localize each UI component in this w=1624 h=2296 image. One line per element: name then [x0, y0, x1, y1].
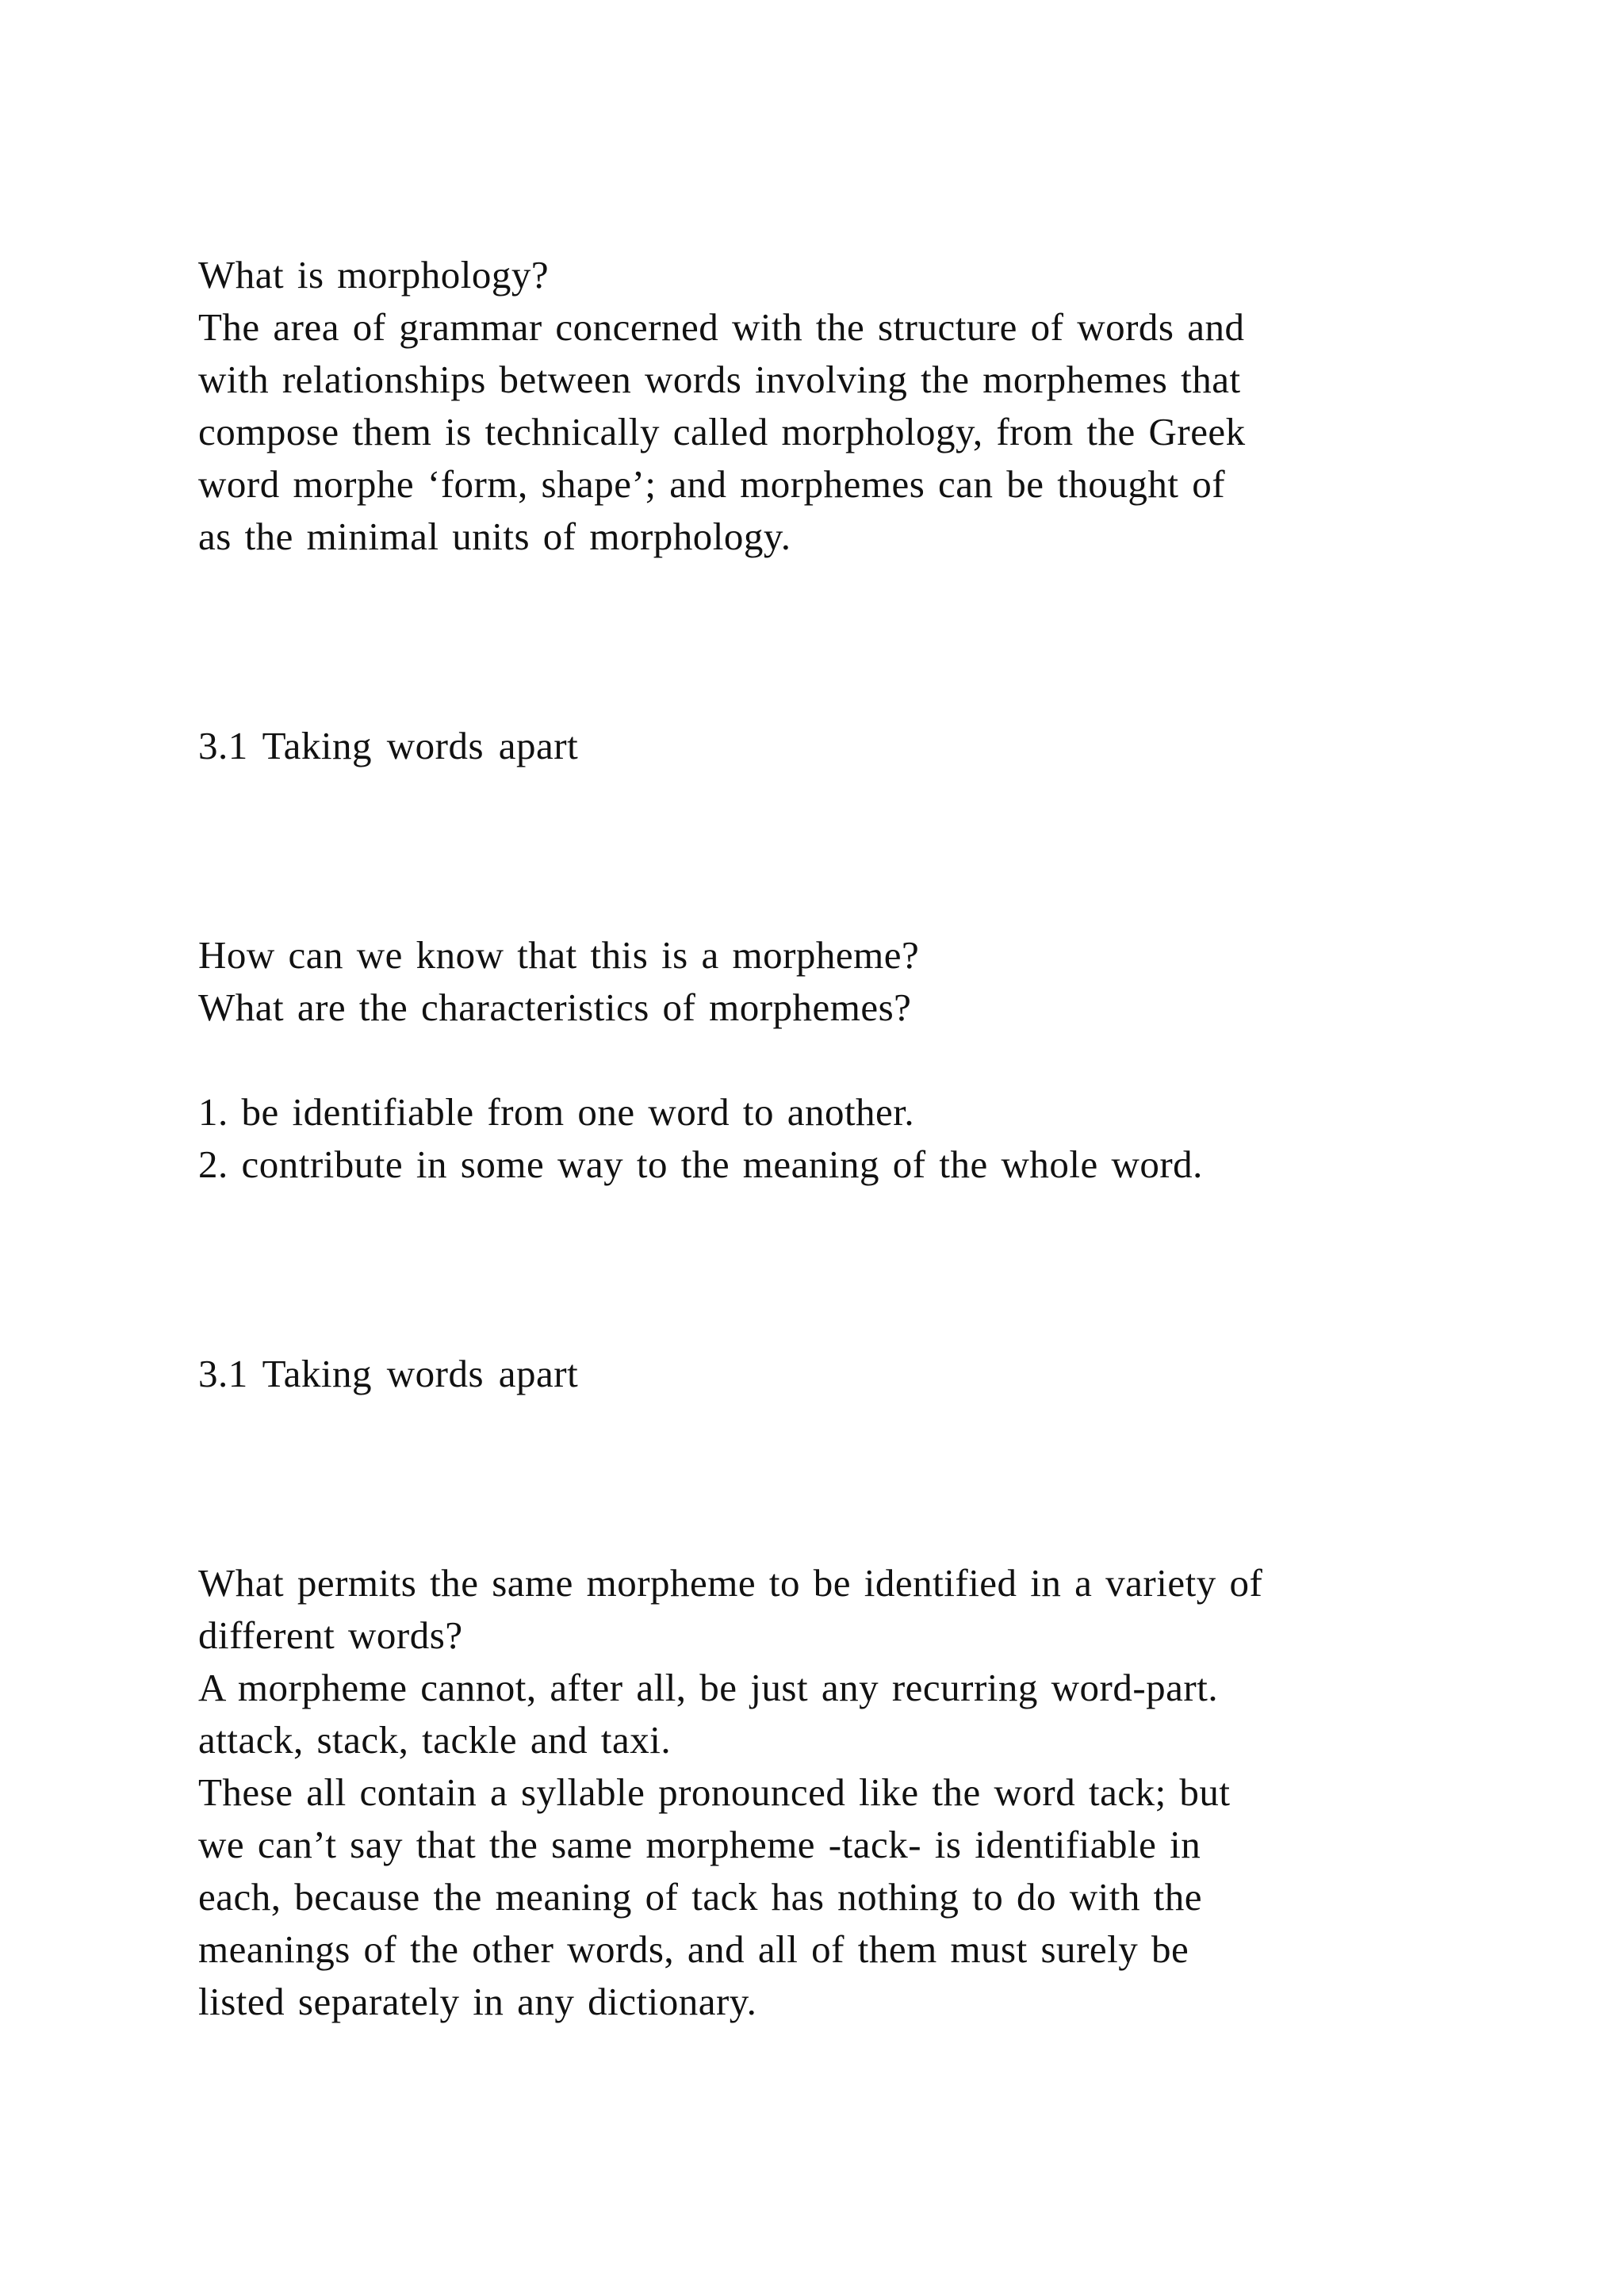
definition-line: as the minimal units of morphology.	[198, 515, 791, 558]
definition-line: The area of grammar concerned with the structure of words and	[198, 305, 1245, 349]
morpheme-question: How can we know that this is a morpheme?	[198, 933, 920, 977]
paragraph-line: we can’t say that the same morpheme -tack- is identifiable in	[198, 1823, 1201, 1866]
definition-line: word morphe ‘form, shape’; and morphemes can be thought of	[198, 462, 1226, 506]
criteria-item: 2. contribute in some way to the meaning of the whole word.	[198, 1142, 1203, 1186]
section-heading: 3.1 Taking words apart	[198, 1352, 579, 1395]
definition-line: compose them is technically called morphology, from the Greek	[198, 410, 1246, 453]
paragraph-line: What permits the same morpheme to be identified in a variety of	[198, 1561, 1263, 1605]
criteria-item: 1. be identifiable from one word to another.	[198, 1090, 915, 1134]
paragraph-line: attack, stack, tackle and taxi.	[198, 1718, 672, 1762]
paragraph-line: A morpheme cannot, after all, be just any recurring word-part.	[198, 1666, 1219, 1709]
definition-line: with relationships between words involving the morphemes that	[198, 358, 1241, 401]
morpheme-question: What are the characteristics of morphemes?	[198, 985, 912, 1029]
morphology-question: What is morphology?	[198, 253, 550, 297]
paragraph-line: listed separately in any dictionary.	[198, 1980, 757, 2023]
paragraph-line: each, because the meaning of tack has nothing to do with the	[198, 1875, 1202, 1919]
paragraph-line: meanings of the other words, and all of them must surely be	[198, 1927, 1189, 1971]
paragraph-line: different words?	[198, 1613, 463, 1657]
section-heading: 3.1 Taking words apart	[198, 724, 579, 767]
paragraph-line: These all contain a syllable pronounced like the word tack; but	[198, 1770, 1231, 1814]
